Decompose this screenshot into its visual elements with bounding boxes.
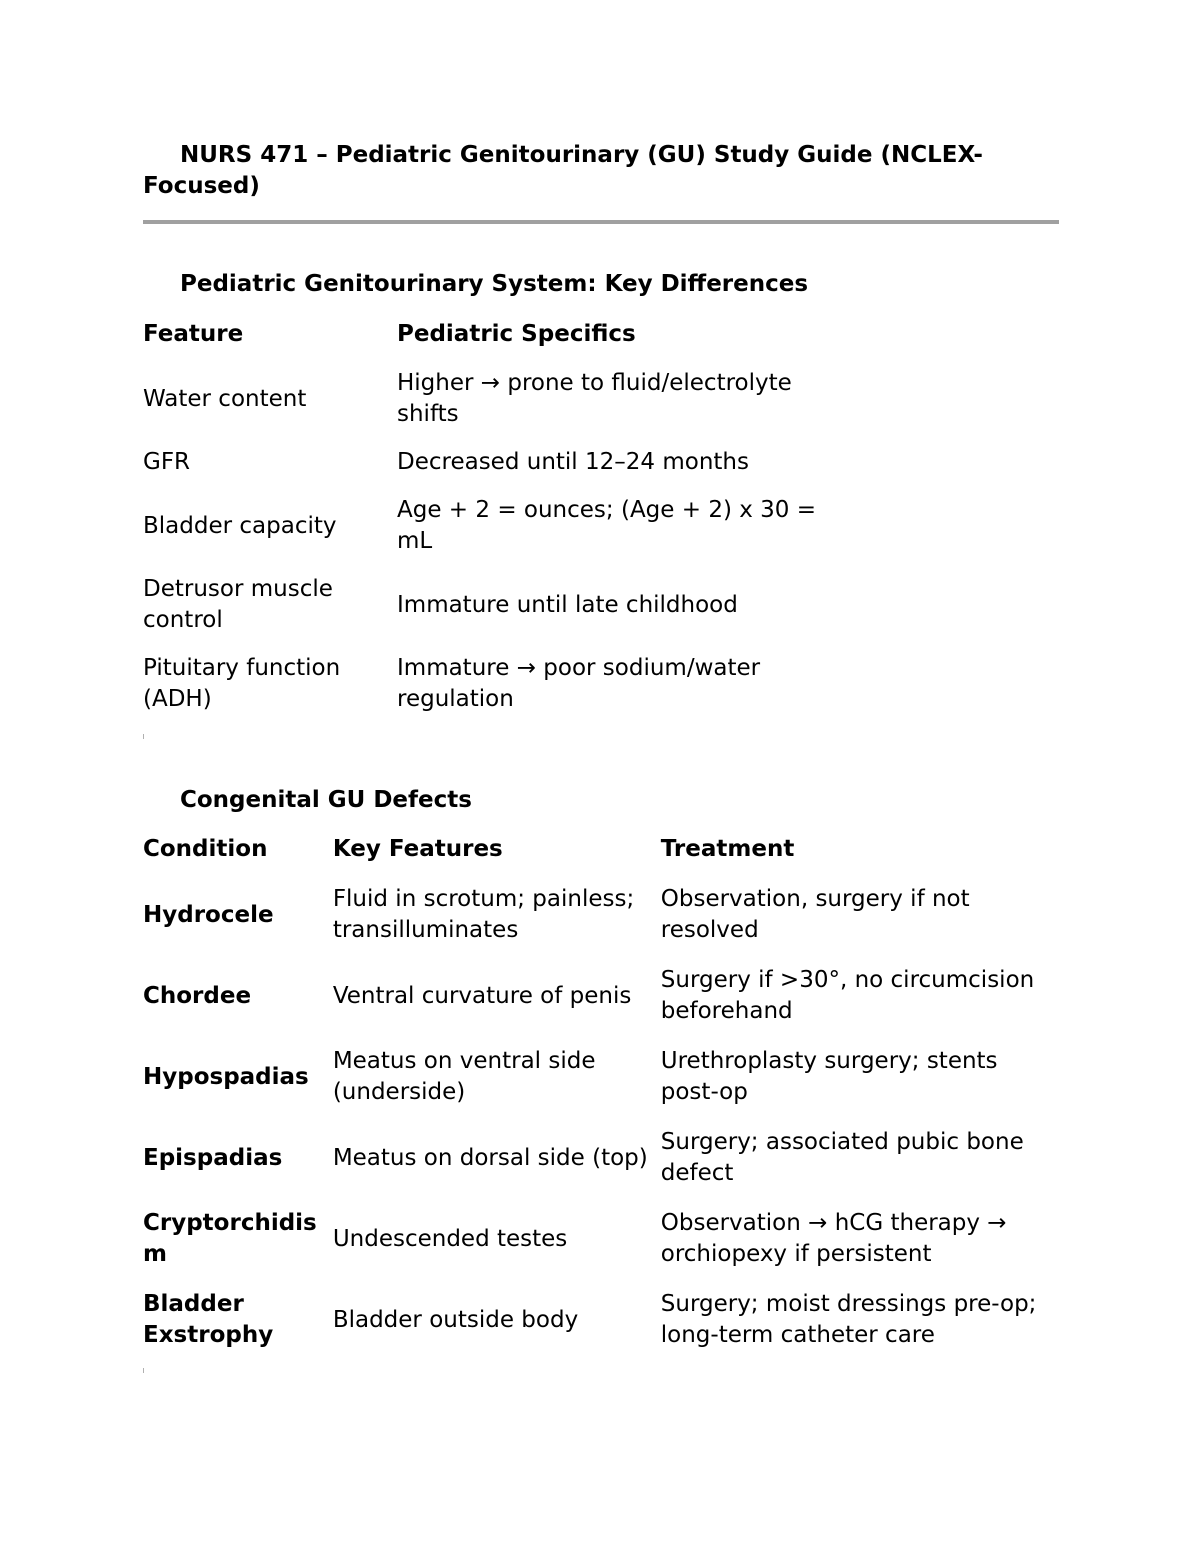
treatment-cell: Urethroplasty surgery; stents post-op	[660, 1048, 998, 1105]
feature-cell: GFR	[143, 449, 191, 475]
treatment-cell: Surgery if >30°, no circumcision beforehand	[660, 967, 1035, 1024]
table-row	[143, 1189, 1059, 1270]
table-row	[143, 865, 1059, 946]
treatment-cell: Surgery; moist dressings pre-op; long-term catheter care	[660, 1291, 1037, 1348]
specifics-cell: Immature until late childhood	[397, 591, 738, 618]
features-cell: Meatus on dorsal side (top)	[332, 1144, 648, 1171]
treatment-cell: Observation → hCG therapy → orchiopexy if persistent	[660, 1210, 1007, 1267]
key-differences-table	[143, 317, 837, 715]
condition-cell: Bladder Exstrophy	[143, 1291, 274, 1348]
table-row	[143, 1027, 1059, 1108]
title-divider	[143, 220, 1059, 224]
section-heading-congenital-defects: Congenital GU Defects	[180, 787, 472, 813]
treatment-cell: Surgery; associated pubic bone defect	[660, 1129, 1024, 1186]
column-header-feature: Feature	[143, 320, 244, 347]
condition-cell: Epispadias	[143, 1144, 283, 1171]
column-header-treatment: Treatment	[660, 836, 795, 862]
feature-cell: Water content	[143, 385, 307, 412]
condition-cell: Cryptorchidism	[143, 1210, 317, 1267]
treatment-cell: Observation, surgery if not resolved	[660, 886, 970, 943]
features-cell: Undescended testes	[332, 1225, 568, 1252]
section-heading-key-differences: Pediatric Genitourinary System: Key Differences	[180, 271, 809, 297]
table-header-row	[143, 834, 1059, 865]
specifics-cell: Decreased until 12–24 months	[397, 449, 749, 475]
table-row	[143, 636, 837, 715]
condition-cell: Hypospadias	[143, 1063, 309, 1090]
condition-cell: Chordee	[143, 982, 252, 1009]
table-end-mark	[143, 1368, 144, 1373]
specifics-cell: Immature → poor sodium/water regulation	[397, 655, 761, 712]
congenital-defects-table	[143, 834, 1059, 1351]
table-row	[143, 557, 837, 636]
specifics-cell: Age + 2 = ounces; (Age + 2) x 30 = mL	[397, 497, 817, 554]
features-cell: Fluid in scrotum; painless; transilluminates	[332, 886, 635, 943]
table-row	[143, 946, 1059, 1027]
column-header-condition: Condition	[143, 836, 268, 862]
table-header-row	[143, 317, 837, 351]
specifics-cell: Higher → prone to fluid/electrolyte shifts	[397, 370, 792, 427]
feature-cell: Bladder capacity	[143, 512, 337, 539]
table-end-mark	[143, 734, 144, 739]
feature-cell: Pituitary function (ADH)	[143, 655, 341, 712]
table-row	[143, 1108, 1059, 1189]
column-header-key-features: Key Features	[332, 836, 503, 862]
column-header-pediatric-specifics: Pediatric Specifics	[397, 320, 636, 347]
features-cell: Bladder outside body	[332, 1306, 579, 1333]
table-row	[143, 1270, 1059, 1351]
feature-cell: Detrusor muscle control	[143, 576, 333, 633]
document-page	[143, 140, 1059, 1373]
table-row	[143, 478, 837, 557]
features-cell: Meatus on ventral side (underside)	[332, 1048, 596, 1105]
features-cell: Ventral curvature of penis	[332, 982, 632, 1009]
table-row	[143, 430, 837, 478]
document-title: NURS 471 – Pediatric Genitourinary (GU) Study Guide (NCLEX-Focused)	[143, 142, 983, 199]
table-row	[143, 351, 837, 430]
condition-cell: Hydrocele	[143, 901, 274, 928]
